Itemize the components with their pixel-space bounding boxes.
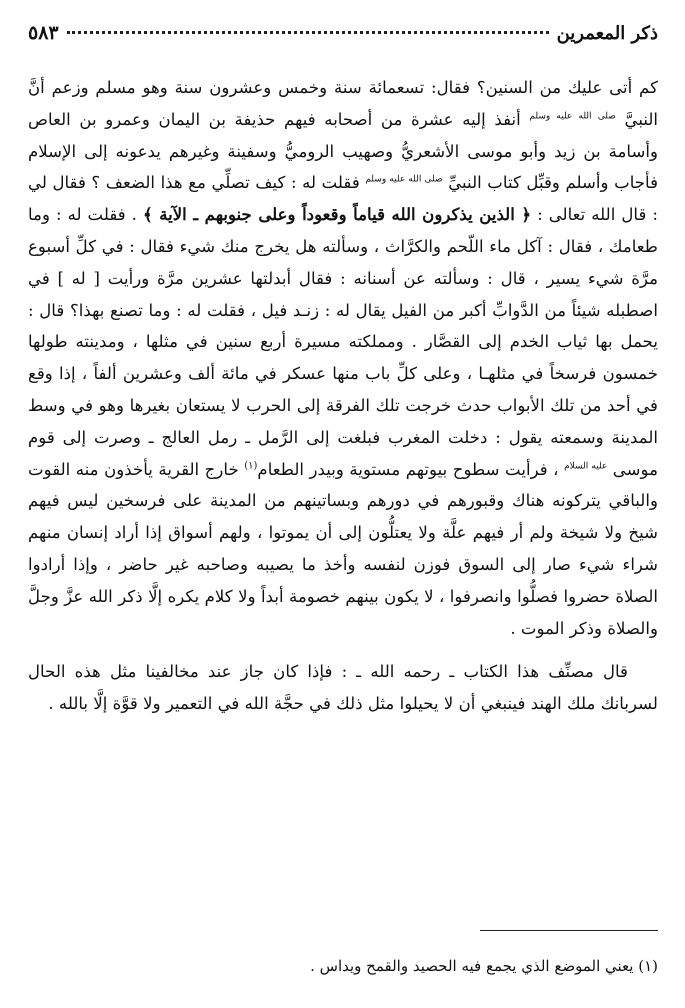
footnote-reference[interactable]: (١) [244,460,258,472]
footnote: (١) يعني الموضع الذي يجمع فيه الحصيد والقمح ويداس . [310,957,658,975]
book-page [28,22,658,992]
dotted-leader [67,31,549,34]
honorific-mark: صلى الله عليه وسلم [529,111,616,122]
paragraph-1-part-1: كم أتى عليك من السنين؟ فقال: تسعمائة سنة وخمس وعشرون سنة وهو مسلم وزعم أنَّ النبيَّ [28,78,659,129]
paragraph-2: قال مصنِّف هذا الكتاب ـ رحمه الله ـ : فإذا كان جاز عند مخالفينا مثل هذه الحال لسربانك ملك الهند فينبغي أن لا يحيلوا مثل ذلك في حجَّة الله في التعمير ولا قوَّة إلَّا بالله . [28,662,658,714]
paragraph-1 [28,72,658,644]
quran-quote: ﴿ الذين يذكرون الله قياماً وقعوداً وعلى جنوبهم ـ الآية ﴾ [142,204,532,225]
page-number: ٥٨٣ [28,22,59,44]
paragraph-1-part-6: خارج القرية يأخذون منه القوت والباقي يتركونه هناك وقبورهم في دورهم وبساتينهم من المدينة على فرسخين ليس فيهم شيخ ولا شيخة ولم أر فيهم علَّة ولا يعتلُّون إلى أن يموتوا ، ولهم أسواق إذا أراد إنسان منهم شراء شيء صار إلى السوق فوزن لنفسه وأخذ ما يصيبه وصاحبه غير حاضر ، وإذا أرادوا الصلاة حضروا فصلُّوا وانصرفوا ، لا يكون بينهم خصومة أبداً ولا كلام يكره إلَّا ذكر الله عزَّ وجلَّ والصلاة وذكر الموت . [28,459,658,638]
paragraph-1-part-4: . فقلت له : وما طعامك ، فقال : آكل ماء اللّحم والكرَّاث ، وسألته هل يخرج منك شيء فقال : في كلِّ أسبوع مرَّة شيء يسير ، قال : وسألته عن أسنانه : فقال أبدلتها عشرين مرَّة ورأيت [ له ] في اصطبله شيئاً من الدَّوابِّ أكبر من الفيل يقال له : زنـد فيل ، فقلت له : وما تصنع بهذا؟ قال : يحمل بها ثياب الخدم إلى القصَّار . ومملكته مسيرة أربع سنين في مثلها ، ومدينته طولها خمسون فرسخاً في مثلهـا ، وعلى كلِّ باب منها عسكر في مائة ألف وعشرين ألفاً ، إذا وقع في أحد من تلك الأبواب حدث خرجت تلك الفرقة إلى الحرب لا يستعان بغيرها وهو في وسط المدينة وسمعته يقول : دخلت المغرب فبلغت إلى الرَّمل ـ رمل العالج ـ وصرت إلى قوم موسى [28,205,658,479]
paragraph-1-part-2: أنفذ إليه عشرة من أصحابه فيهم حذيفة بن اليمان وعمرو بن العاص وأسامة بن زيد وأبو موسى الأشعريُّ وصهيب الروميُّ وسفينة وغيرهم يدعونه إلى الإسلام فأجاب وأسلم وقبِّل كتاب النبيِّ [28,109,659,193]
body-text [28,72,658,720]
paragraph-1-part-3: فقلت له : كيف تصلِّي مع هذا الضعف ؟ فقال لي : قال الله تعالى : [28,173,658,225]
honorific-mark: صلى الله عليه وسلم [365,174,443,185]
running-header [28,22,658,60]
chapter-title: ذكر المعمرين [556,23,658,44]
footnote-divider [480,930,658,931]
honorific-mark-moses: عليه السلام [564,461,608,472]
paragraph-1-part-5: ، فرأيت سطوح بيوتهم مستوية وبيدر الطعام [257,459,559,479]
